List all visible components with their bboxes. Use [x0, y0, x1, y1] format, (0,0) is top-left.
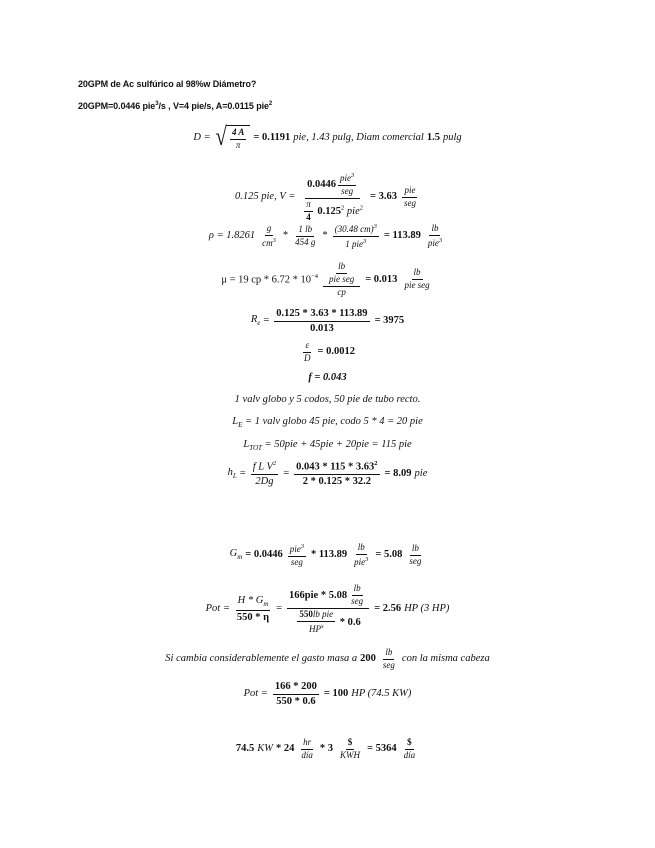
- si-val: 200: [360, 653, 376, 665]
- hl-sub: L: [232, 471, 237, 480]
- pot-fden: seg: [351, 595, 364, 606]
- pot-unit: HP (3 HP): [404, 603, 450, 615]
- density-unit: [426, 224, 444, 249]
- pot-den-post: * 0.6: [339, 616, 361, 628]
- hl-f2-den: 2 * 0.125 * 32.2: [302, 476, 371, 488]
- gm-lhs: G: [229, 548, 238, 560]
- diameter-value: = 0.1191: [253, 131, 291, 143]
- pot2-frac: [273, 681, 319, 707]
- diameter-tail: pie, 1.43 pulg, Diam comercial: [293, 131, 424, 143]
- re-fraction: [274, 308, 369, 334]
- equation-friction: [0, 373, 655, 384]
- gm-f2-num: lb: [356, 543, 367, 555]
- pot-lhs: Pot =: [205, 603, 230, 615]
- re-num: 0.125 * 3.63 * 113.89: [274, 308, 369, 322]
- equation-roughness: [0, 341, 655, 364]
- pot-f2: [287, 584, 369, 635]
- eps-result: = 0.0012: [317, 346, 355, 358]
- pot-den-pre: 550: [299, 608, 313, 619]
- given-velocity-area: /s , V=4 pie/s, A=0.0115 pie: [158, 101, 269, 111]
- pot-f1-den: 550 * η: [236, 611, 270, 623]
- equation-power-2: [0, 681, 655, 707]
- pot2-den: 550 * 0.6: [276, 695, 316, 707]
- velocity-pre: 0.125 pie, V =: [235, 191, 296, 203]
- f1-den-sup: 3: [272, 236, 276, 244]
- ltot-rhs: = 50pie + 45pie + 20pie = 115 pie: [264, 439, 412, 450]
- frac-num: 4 A: [230, 128, 246, 140]
- velocity-result: = 3.63: [370, 191, 397, 203]
- gm-f2-sup: 3: [365, 555, 369, 563]
- velocity-fraction: [300, 172, 365, 223]
- pot-f1-num: H * G: [237, 595, 264, 607]
- viscosity-unit: [402, 268, 431, 291]
- viscosity-exp: −4: [311, 272, 318, 280]
- gm-f1-den: seg: [290, 556, 303, 567]
- cost-f2-den: KWH: [340, 749, 360, 760]
- velocity-unit: [402, 186, 418, 209]
- cost-f1-num: hr: [301, 738, 313, 750]
- gm-f3: [407, 544, 423, 567]
- sqrt-symbol: [214, 122, 251, 151]
- f2-num: 1 lb: [296, 225, 314, 237]
- le-lhs: L: [232, 416, 239, 427]
- mu-u-num: lb: [412, 268, 423, 280]
- gm-f1-num: pie: [289, 544, 301, 554]
- si-fnum: lb: [383, 648, 394, 660]
- si-post: con la misma cabeza: [401, 653, 490, 665]
- pot-f2-num-frac: [349, 584, 365, 607]
- equation-diameter: [0, 122, 655, 151]
- cost-f3-den: día: [403, 749, 416, 760]
- equation-le: [0, 417, 655, 429]
- header-title: [78, 79, 256, 89]
- pot2-result: = 100: [323, 687, 349, 699]
- mu-den: cp: [337, 286, 346, 297]
- f1-num: g: [265, 224, 274, 236]
- four: 4: [306, 211, 311, 222]
- vu-den: seg: [403, 197, 416, 208]
- density-result: = 113.89: [383, 230, 421, 242]
- given-flow-exp: 3: [155, 101, 159, 107]
- gm-f3-num: lb: [410, 544, 421, 556]
- commercial-unit: pulg: [442, 131, 462, 143]
- gm-mid: * 113.89: [310, 549, 348, 561]
- si-fden: seg: [382, 659, 395, 670]
- pi-over-4: [304, 200, 313, 223]
- diameter-lhs: D =: [193, 131, 211, 143]
- equation-reynolds: [0, 308, 655, 334]
- mu-top-den: pie seg: [328, 273, 355, 284]
- pot2-lhs: Pot =: [243, 687, 268, 699]
- d-unit-sup: 2: [359, 204, 363, 212]
- hl-f1: [251, 460, 278, 488]
- pot-f1-sub: m: [263, 600, 269, 609]
- gm-result: = 5.08: [375, 549, 403, 561]
- cost-op2: * 3: [319, 743, 333, 755]
- density-lhs: ρ = 1.8261: [208, 230, 256, 242]
- cost-f1-den: día: [301, 749, 313, 760]
- u-num: pie: [339, 173, 351, 183]
- hl-f2-num: 0.043 * 115 * 3.63: [296, 461, 375, 473]
- vu-num: pie: [402, 186, 417, 198]
- header-given: [78, 101, 272, 111]
- d-sup: 2: [341, 204, 345, 212]
- equation-ltot: [0, 440, 655, 452]
- frac-den: π: [235, 139, 241, 150]
- d: D: [304, 352, 311, 363]
- pot-f1: [235, 595, 271, 623]
- pot-den-s: s: [320, 622, 324, 630]
- friction-text: f = 0.043: [308, 372, 347, 383]
- cost-kw-unit: KW: [257, 743, 273, 755]
- hl-lhs: h: [227, 466, 233, 478]
- du-num: lb: [429, 224, 440, 236]
- equation-viscosity: [0, 262, 655, 298]
- density-f2: [293, 225, 317, 248]
- given-flow: 20GPM=0.0446 pie: [78, 101, 156, 111]
- hl-f2-sup: 2: [374, 460, 378, 467]
- mu-u-den: pie seg: [404, 280, 430, 291]
- cost-f2: [338, 738, 362, 761]
- pot-f2-num-pre: 166pie * 5.08: [289, 589, 348, 601]
- hl-f2: [294, 460, 379, 488]
- cost-f1: [299, 738, 315, 761]
- cost-kw: 74.5: [235, 743, 255, 755]
- f3-den: 1 pie: [345, 238, 364, 249]
- re-sub: e: [257, 319, 261, 328]
- gm-f3-den: seg: [409, 555, 422, 566]
- equation-density: ρ = 1.8261 $\frac{g}{cm^3}$ * $\frac{1 lb}{454 g}$ * $\frac{(30.48 cm)^3}{1 pie^3}$ = 113.89 $\frac{lb}{pie^3}$: [208, 223, 443, 249]
- gm-f2: [352, 543, 370, 568]
- viscosity-fraction: [323, 262, 360, 298]
- viscosity-lhs: μ = 19 cp * 6.72 * 10: [221, 274, 312, 286]
- cost-f3-num: $: [405, 738, 414, 750]
- cost-op1: * 24: [275, 743, 295, 755]
- f3-num-sup: 3: [373, 223, 377, 230]
- du-sup: 3: [438, 236, 443, 244]
- pot-eq: =: [276, 603, 283, 615]
- d-unit: pie: [346, 205, 360, 217]
- f1-den: cm: [262, 237, 273, 248]
- re-lhs: R: [250, 314, 258, 325]
- f3-num: (30.48 cm): [334, 224, 374, 234]
- gm-f2-den: pie: [354, 556, 366, 567]
- pot2-unit: HP (74.5 KW): [351, 687, 412, 699]
- pot-f2-den-frac: [297, 610, 335, 635]
- gm-sub: m: [237, 553, 243, 562]
- pot-fnum: lb: [352, 584, 363, 596]
- hl-unit: pie: [414, 467, 428, 479]
- ltot-lhs: L: [243, 439, 250, 450]
- u-den: seg: [341, 185, 354, 196]
- ltot-sub: TOT: [249, 444, 262, 453]
- f3-den-sup: 3: [363, 237, 367, 245]
- given-area-exp: 2: [268, 101, 273, 107]
- density-f1: [260, 224, 278, 249]
- re-den: 0.013: [310, 322, 334, 334]
- commercial-diameter: 1.5: [426, 131, 440, 143]
- du-den: pie: [427, 237, 439, 248]
- re-result: = 3975: [374, 314, 405, 326]
- cost-result: = 5364: [367, 743, 397, 755]
- flow-value: 0.0446: [307, 178, 336, 190]
- eps: ε: [303, 341, 311, 353]
- equation-massflow: [0, 543, 655, 568]
- le-rhs: = 1 valv globo 45 pie, codo 5 * 4 = 20 pie: [244, 416, 423, 427]
- hl-result: = 8.09: [384, 467, 412, 479]
- u-sup: 3: [350, 172, 355, 179]
- pi: π: [304, 200, 313, 212]
- hl-eq: =: [239, 467, 246, 479]
- viscosity-result: = 0.013: [365, 273, 398, 285]
- hl-f1-sup: 2: [272, 460, 277, 467]
- le-sub: E: [238, 421, 243, 430]
- fittings-text: 1 valv globo y 5 codos, 50 pie de tubo recto.: [234, 394, 421, 405]
- re-eq: =: [263, 314, 270, 326]
- equation-headloss: $h_L$ = $\frac{f L V^2}{2Dg}$ = $\frac{0.043 * 115 * 3.63^2}{2 * 0.125 * 32.2}$ = 8.09 pie: [227, 460, 428, 488]
- flow-unit: [338, 172, 356, 197]
- density-f3: [333, 223, 379, 250]
- header-line-1: 20GPM de Ac sulfúrico al 98%w Diámetro?: [78, 79, 257, 89]
- hl-f1-num: f L V: [252, 461, 273, 473]
- hl-f1-den: 2Dg: [255, 476, 274, 488]
- radical-icon: √: [215, 122, 227, 151]
- line-mass-change: [0, 648, 655, 671]
- cost-f2-num: $: [346, 738, 355, 750]
- lb-pie-seg: [327, 262, 356, 285]
- fraction-4a-pi: [230, 128, 246, 151]
- line-fittings: [0, 395, 655, 406]
- si-pre: Si cambia considerablemente el gasto masa a: [165, 653, 358, 665]
- equation-power: [0, 584, 655, 635]
- gm-f1: [288, 543, 306, 568]
- eps-over-d: [302, 341, 313, 364]
- si-frac: [381, 648, 397, 671]
- mu-top-num: lb: [336, 262, 347, 274]
- pot-result: = 2.56: [374, 603, 402, 615]
- gm-pre: = 0.0446: [245, 549, 283, 561]
- equation-cost: [0, 738, 655, 761]
- cost-f3: [402, 738, 418, 761]
- equation-velocity: [0, 172, 655, 223]
- f2-den: 454 g: [295, 236, 316, 247]
- d-value: 0.125: [317, 205, 342, 217]
- pot-den-fnum: lb pie: [312, 608, 334, 619]
- pot-den-hp: HP: [308, 623, 321, 634]
- gm-f1-sup: 3: [300, 543, 304, 550]
- pot2-num: 166 * 200: [273, 681, 319, 695]
